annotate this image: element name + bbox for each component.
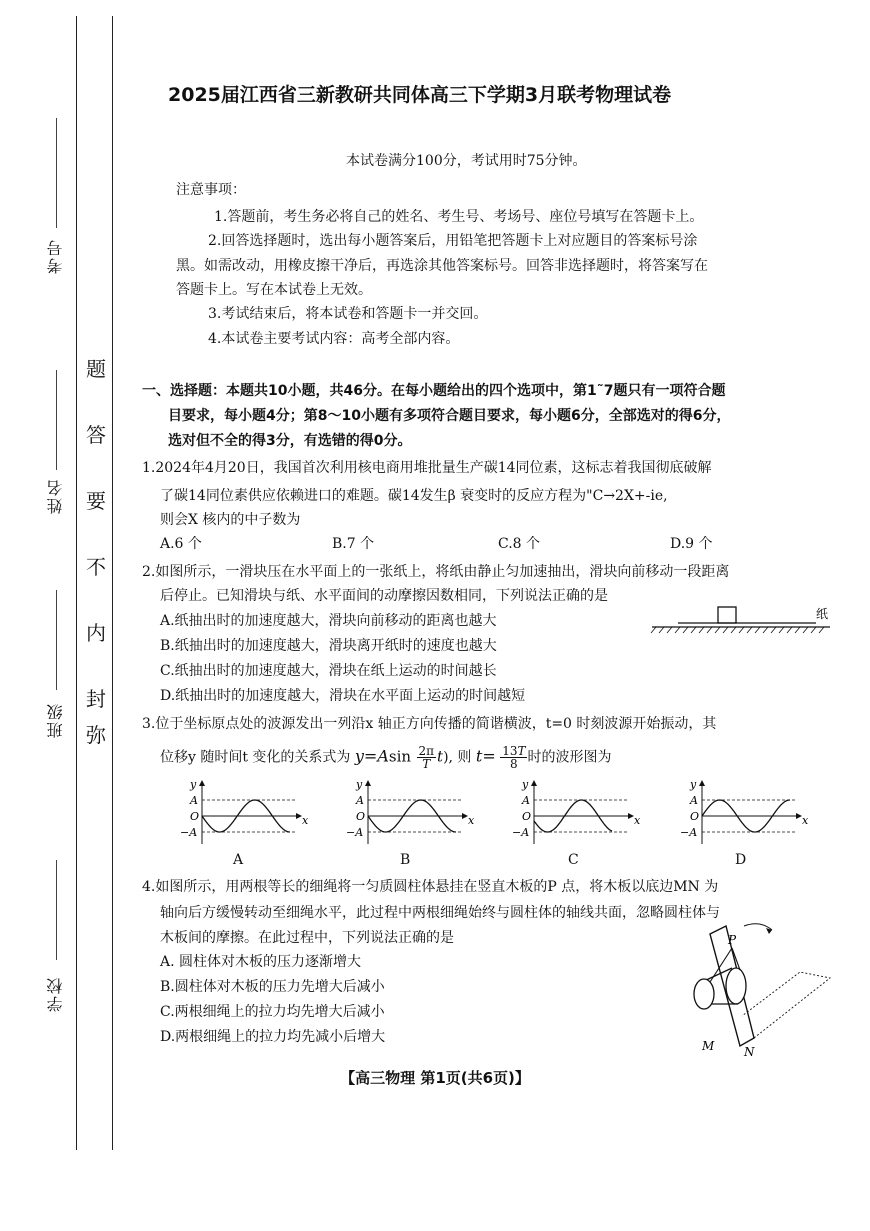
q1-option-d: D.9 个 — [670, 536, 713, 552]
note-line: 2.回答选择题时，选出每小题答案后，用铅笔把答题卡上对应题目的答案标号涂 — [208, 233, 698, 249]
hatch-mark — [739, 627, 744, 633]
class-blank — [56, 590, 57, 690]
exam-number-blank — [56, 118, 57, 228]
q4-stem: 4.如图所示，用两根等长的细绳将一匀质圆柱体悬挂在竖直木板的P 点，将木板以底边MN 为 — [142, 879, 719, 895]
wave-graph-b — [346, 778, 475, 848]
name-blank — [56, 370, 57, 470]
slider-block — [718, 607, 736, 623]
y-axis-label: y — [522, 778, 529, 791]
ground-hatch — [651, 627, 824, 633]
hatch-mark — [811, 627, 816, 633]
hatch-mark — [819, 627, 824, 633]
origin-label: O — [190, 810, 200, 823]
note-line: 黑。如需改动，用橡皮擦干净后，再选涂其他答案标号。回答非选择题时，将答案写在 — [176, 258, 708, 274]
q2-figure — [648, 600, 838, 636]
hatch-mark — [683, 627, 688, 633]
q2-stem: 2.如图所示，一滑块压在水平面上的一张纸上，将纸由静止匀加速抽出，滑块向前移动一段距离 — [142, 564, 730, 580]
x-axis-label: x — [302, 814, 309, 827]
cylinder-end-left — [694, 979, 714, 1009]
q2-option-a: A.纸抽出时的加速度越大，滑块向前移动的距离也越大 — [160, 613, 497, 629]
graph-label-c: C — [568, 852, 579, 868]
q1-stem: 则会X 核内的中子数为 — [160, 512, 301, 528]
hatch-mark — [731, 627, 736, 633]
note-line: 答题卡上。写在本试卷上无效。 — [176, 282, 372, 298]
amp-label: A — [522, 794, 530, 807]
q1-option-c: C.8 个 — [498, 536, 541, 552]
y-arrow — [365, 780, 371, 786]
hatch-mark — [667, 627, 672, 633]
x-axis-label: x — [468, 814, 475, 827]
seal-char: 封 — [86, 687, 106, 711]
cylinder-end-right — [726, 968, 746, 1004]
graph-label-a: A — [233, 852, 244, 868]
q4-stem: 木板间的摩擦。在此过程中，下列说法正确的是 — [160, 930, 454, 946]
note-line: 4.本试卷主要考试内容：高考全部内容。 — [208, 331, 460, 347]
notes-heading: 注意事项： — [176, 182, 246, 198]
q4-option-d: D.两根细绳上的拉力均先减小后增大 — [160, 1029, 386, 1045]
origin-label: O — [522, 810, 532, 823]
hatch-mark — [763, 627, 768, 633]
y-axis-label: y — [190, 778, 197, 791]
neg-amp-label: −A — [346, 826, 364, 839]
y-arrow — [699, 780, 705, 786]
y-axis-label: y — [690, 778, 697, 791]
q4-option-a: A. 圆柱体对木板的压力逐渐增大 — [160, 954, 362, 970]
hatch-mark — [795, 627, 800, 633]
wave-graph-c — [512, 778, 641, 848]
hatch-mark — [659, 627, 664, 633]
q3-stem: 3.位于坐标原点处的波源发出一列沿x 轴正方向传播的简谐横波，t=0 时刻波源开始振动，其 — [142, 716, 717, 732]
q3-formula-1: y=A — [354, 746, 389, 766]
board-shadow — [742, 972, 830, 1038]
seal-char: 弥 — [86, 723, 106, 747]
amp-label: A — [356, 794, 364, 807]
paper-label: 纸 — [816, 607, 829, 621]
hatch-mark — [691, 627, 696, 633]
hatch-mark — [715, 627, 720, 633]
wave-graph-d — [680, 778, 809, 848]
hatch-mark — [675, 627, 680, 633]
q2-stem: 后停止。已知滑块与纸、水平面间的动摩擦因数相同，下列说法正确的是 — [160, 588, 608, 604]
graph-label-d: D — [735, 852, 747, 868]
point-n-label: N — [744, 1045, 755, 1059]
neg-amp-label: −A — [180, 826, 198, 839]
hatch-mark — [707, 627, 712, 633]
seal-char: 题 — [86, 357, 106, 381]
school-blank — [56, 860, 57, 960]
section-heading-line: 选对但不全的得3分，有选错的得0分。 — [168, 433, 412, 449]
q1-stem: 1.2024年4月20日，我国首次利用核电商用堆批量生产碳14同位素，这标志着我国彻底破解 — [142, 460, 712, 476]
margin-line-outer — [76, 16, 77, 1150]
seal-char: 答 — [86, 423, 106, 447]
q1-stem: 了碳14同位素供应依赖进口的难题。碳14发生β 衰变时的反应方程为"C→2X+-ie, — [160, 488, 668, 504]
seal-char: 要 — [86, 489, 106, 513]
neg-amp-label: −A — [512, 826, 530, 839]
x-axis-label: x — [802, 814, 809, 827]
seal-char: 不 — [86, 555, 106, 579]
origin-label: O — [356, 810, 366, 823]
q3-formula-1-frac: $\frac{2\pi}{T}$ — [418, 744, 435, 771]
note-line: 1.答题前，考生务必将自己的姓名、考生号、考场号、座位号填写在答题卡上。 — [214, 209, 704, 225]
y-axis-label: y — [356, 778, 363, 791]
point-p-label: P — [728, 933, 737, 947]
x-axis-label: x — [634, 814, 641, 827]
section-heading-line: 目要求，每小题4分；第8～10小题有多项符合题目要求，每小题6分，全部选对的得6分， — [168, 408, 731, 424]
q4-option-c: C.两根细绳上的拉力均先增大后减小 — [160, 1004, 385, 1020]
class-label: 班级 — [46, 702, 65, 738]
graph-label-b: B — [400, 852, 411, 868]
page-footer: 【高三物理 第1页(共6页)】 — [340, 1069, 530, 1087]
margin-line-inner — [112, 16, 113, 1150]
wave-graph-a — [180, 778, 309, 848]
exam-info: 本试卷满分100分，考试用时75分钟。 — [346, 153, 587, 169]
note-line: 3.考试结束后，将本试卷和答题卡一并交回。 — [208, 306, 488, 322]
q4-figure — [680, 918, 840, 1058]
q4-option-b: B.圆柱体对木板的压力先增大后减小 — [160, 979, 385, 995]
section-heading: 一、选择题：本题共10小题，共46分。在每小题给出的四个选项中，第1˜7题只有一项符合题 — [142, 383, 726, 399]
q3-text-c: 时的波形图为 — [527, 749, 612, 766]
seal-char: 内 — [86, 621, 106, 645]
hatch-mark — [651, 627, 656, 633]
point-m-label: M — [702, 1039, 715, 1053]
y-arrow — [199, 780, 205, 786]
hatch-mark — [803, 627, 808, 633]
hatch-mark — [723, 627, 728, 633]
hatch-mark — [787, 627, 792, 633]
q3-formula-2-frac: $\frac{13T}{8}$ — [502, 744, 526, 771]
q1-option-a: A.6 个 — [160, 536, 202, 552]
origin-label: O — [690, 810, 700, 823]
q3-stem-2: 位移y 随时间t 变化的关系式为 y=Asin $\frac{2\pi}{T}$ t), 则 t= $\frac{13T}{8}$ 时的波形图为 — [160, 744, 612, 771]
hatch-mark — [755, 627, 760, 633]
page-title: 2025届江西省三新教研共同体高三下学期3月联考物理试卷 — [168, 84, 672, 106]
q4-stem: 轴向后方缓慢转动至细绳水平，此过程中两根细绳始终与圆柱体的轴线共面，忽略圆柱体与 — [160, 905, 720, 921]
name-label: 姓名 — [46, 478, 65, 514]
q1-option-b: B.7 个 — [332, 536, 375, 552]
hatch-mark — [779, 627, 784, 633]
school-label: 学校 — [46, 976, 65, 1012]
y-arrow — [531, 780, 537, 786]
neg-amp-label: −A — [680, 826, 698, 839]
amp-label: A — [690, 794, 698, 807]
exam-number-label: 考号 — [46, 238, 65, 274]
q2-option-c: C.纸抽出时的加速度越大，滑块在纸上运动的时间越长 — [160, 663, 497, 679]
q3-text-b: , 则 — [448, 749, 472, 766]
q2-option-d: D.纸抽出时的加速度越大，滑块在水平面上运动的时间越短 — [160, 688, 526, 704]
q3-text: 位移y 随时间t 变化的关系式为 — [160, 749, 351, 766]
hatch-mark — [771, 627, 776, 633]
hatch-mark — [747, 627, 752, 633]
hatch-mark — [699, 627, 704, 633]
amp-label: A — [190, 794, 198, 807]
q2-option-b: B.纸抽出时的加速度越大，滑块离开纸时的速度也越大 — [160, 638, 497, 654]
